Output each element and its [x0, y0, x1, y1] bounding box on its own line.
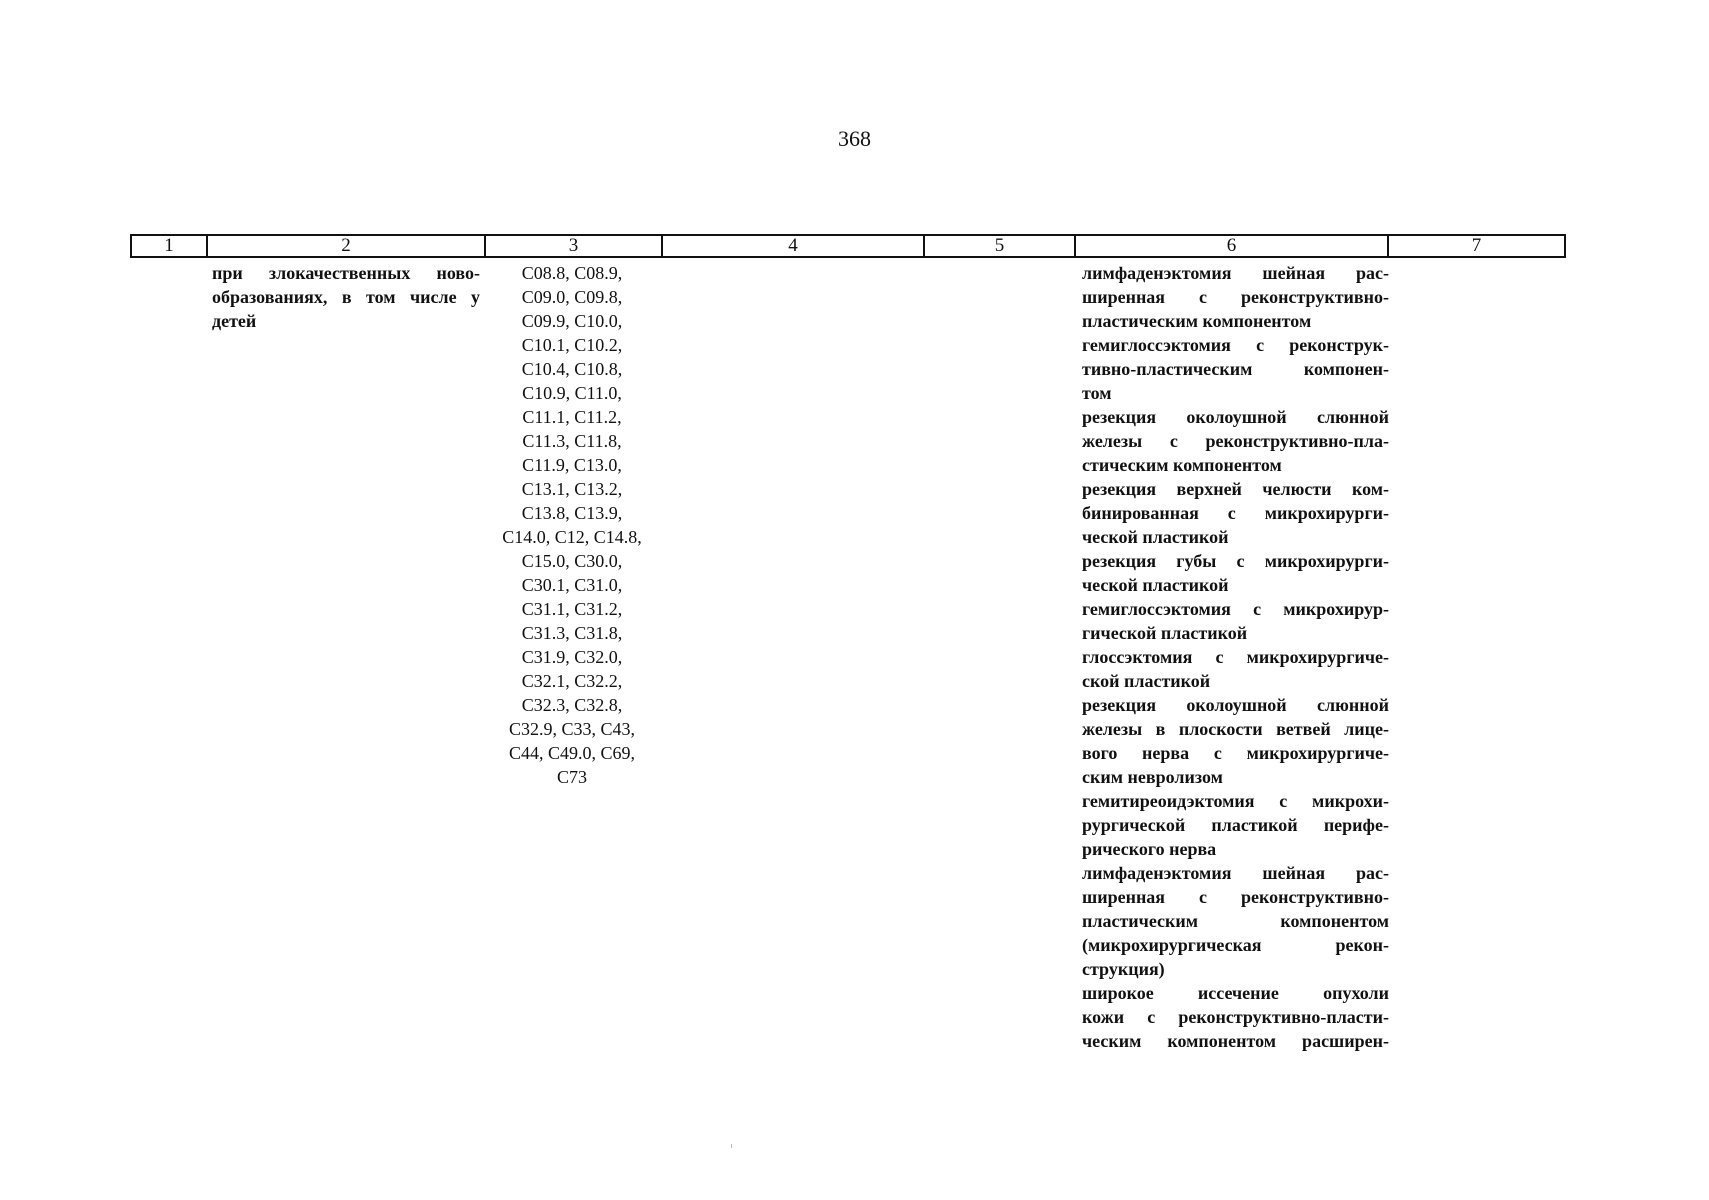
header-cell-7: 7	[1471, 235, 1482, 256]
procedure-line: пластическим компонентом	[1082, 311, 1312, 331]
icd-code-line: C32.1, C32.2,	[521, 671, 623, 691]
icd-code-line: C09.9, C10.0,	[521, 311, 623, 331]
procedure-line: бинированная с микрохирурги-	[1082, 503, 1389, 523]
procedure-line: лимфаденэктомия шейная рас-	[1082, 863, 1389, 883]
procedure-entry	[1082, 645, 1389, 693]
icd-code-line: C10.9, C11.0,	[522, 383, 622, 403]
procedure-line: ческой пластикой	[1082, 575, 1229, 595]
icd-code-line: C14.0, C12, C14.8,	[502, 527, 642, 547]
procedure-line: пластическим компонентом	[1082, 911, 1389, 931]
table-header-row	[130, 234, 1566, 258]
procedure-line: гемиглоссэктомия с микрохирур-	[1082, 599, 1389, 619]
procedure-entry	[1082, 261, 1389, 333]
procedure-line: широкое иссечение опухоли	[1082, 983, 1389, 1003]
procedure-line: глоссэктомия с микрохирургиче-	[1082, 647, 1389, 667]
procedure-entry	[1082, 693, 1389, 789]
icd-code-line: C73	[556, 767, 587, 787]
icd-code-line: C08.8, C08.9,	[521, 263, 623, 283]
icd-code-line: C31.3, C31.8,	[521, 623, 623, 643]
procedure-line: резекция околоушной слюнной	[1082, 407, 1389, 427]
cell-col3-icd-codes	[486, 261, 658, 789]
header-cell-6: 6	[1076, 236, 1389, 256]
icd-code-line: C09.0, C09.8,	[521, 287, 623, 307]
procedure-entry	[1082, 861, 1389, 981]
procedure-line: том	[1082, 383, 1112, 403]
icd-code-line: C32.3, C32.8,	[521, 695, 623, 715]
cell-col2-description	[212, 261, 480, 333]
procedure-entry	[1082, 477, 1389, 549]
procedure-line: гемиглоссэктомия с реконструк-	[1082, 335, 1389, 355]
procedure-line: ческой пластикой	[1082, 527, 1229, 547]
procedure-line: резекция губы с микрохирурги-	[1082, 551, 1389, 571]
header-cell-2: 2	[208, 236, 486, 256]
procedure-line: резекция околоушной слюнной	[1082, 695, 1389, 715]
header-cell-5: 5	[925, 236, 1076, 256]
procedure-entry	[1082, 549, 1389, 597]
icd-code-line: C44, C49.0, C69,	[508, 743, 636, 763]
header-cell-4: 4	[663, 236, 925, 256]
procedure-line: струкция)	[1082, 959, 1165, 979]
icd-code-line: C11.9, C13.0,	[522, 455, 622, 475]
col2-line: детей	[212, 311, 257, 331]
procedure-line: железы с реконструктивно-пла-	[1082, 431, 1389, 451]
procedure-entry	[1082, 333, 1389, 405]
scan-artifact	[731, 1144, 732, 1148]
procedure-entry	[1082, 789, 1389, 861]
col2-line: образованиях, в том числе у	[212, 287, 480, 307]
procedure-line: ской пластикой	[1082, 671, 1211, 691]
icd-code-line: C15.0, C30.0,	[521, 551, 623, 571]
procedure-line: рического нерва	[1082, 839, 1217, 859]
icd-code-line: C10.4, C10.8,	[521, 359, 623, 379]
procedure-line: гической пластикой	[1082, 623, 1248, 643]
procedure-line: (микрохирургическая рекон-	[1082, 935, 1389, 955]
procedure-line: гемитиреоидэктомия с микрохи-	[1082, 791, 1389, 811]
procedure-entry	[1082, 981, 1389, 1053]
icd-code-line: C30.1, C31.0,	[521, 575, 623, 595]
procedure-line: ческим компонентом расширен-	[1082, 1031, 1389, 1051]
procedure-line: резекция верхней челюсти ком-	[1082, 479, 1389, 499]
icd-code-line: C31.1, C31.2,	[521, 599, 623, 619]
icd-code-line: C10.1, C10.2,	[521, 335, 623, 355]
procedure-line: ширенная с реконструктивно-	[1082, 887, 1389, 907]
procedure-line: рургической пластикой перифе-	[1082, 815, 1389, 835]
cell-col6-procedures	[1082, 261, 1389, 1053]
procedure-line: тивно-пластическим компонен-	[1082, 359, 1389, 379]
procedure-line: стическим компонентом	[1082, 455, 1282, 475]
procedure-line: кожи с реконструктивно-пласти-	[1082, 1007, 1389, 1027]
col2-line: при злокачественных ново-	[212, 263, 480, 283]
page-number: 368	[838, 126, 871, 151]
procedure-entry	[1082, 405, 1389, 477]
procedure-line: вого нерва с микрохирургиче-	[1082, 743, 1389, 763]
procedure-line: ским невролизом	[1082, 767, 1223, 787]
icd-code-line: C31.9, C32.0,	[521, 647, 623, 667]
icd-code-line: C32.9, C33, C43,	[508, 719, 636, 739]
header-cell-1: 1	[132, 236, 208, 256]
header-cell-3: 3	[486, 236, 663, 256]
icd-code-line: C11.3, C11.8,	[522, 431, 622, 451]
icd-code-line: C13.8, C13.9,	[521, 503, 623, 523]
procedure-line: лимфаденэктомия шейная рас-	[1082, 263, 1389, 283]
procedure-line: железы в плоскости ветвей лице-	[1082, 719, 1389, 739]
procedure-line: ширенная с реконструктивно-	[1082, 287, 1389, 307]
procedure-entry	[1082, 597, 1389, 645]
icd-code-line: C11.1, C11.2,	[522, 407, 622, 427]
icd-code-line: C13.1, C13.2,	[521, 479, 623, 499]
